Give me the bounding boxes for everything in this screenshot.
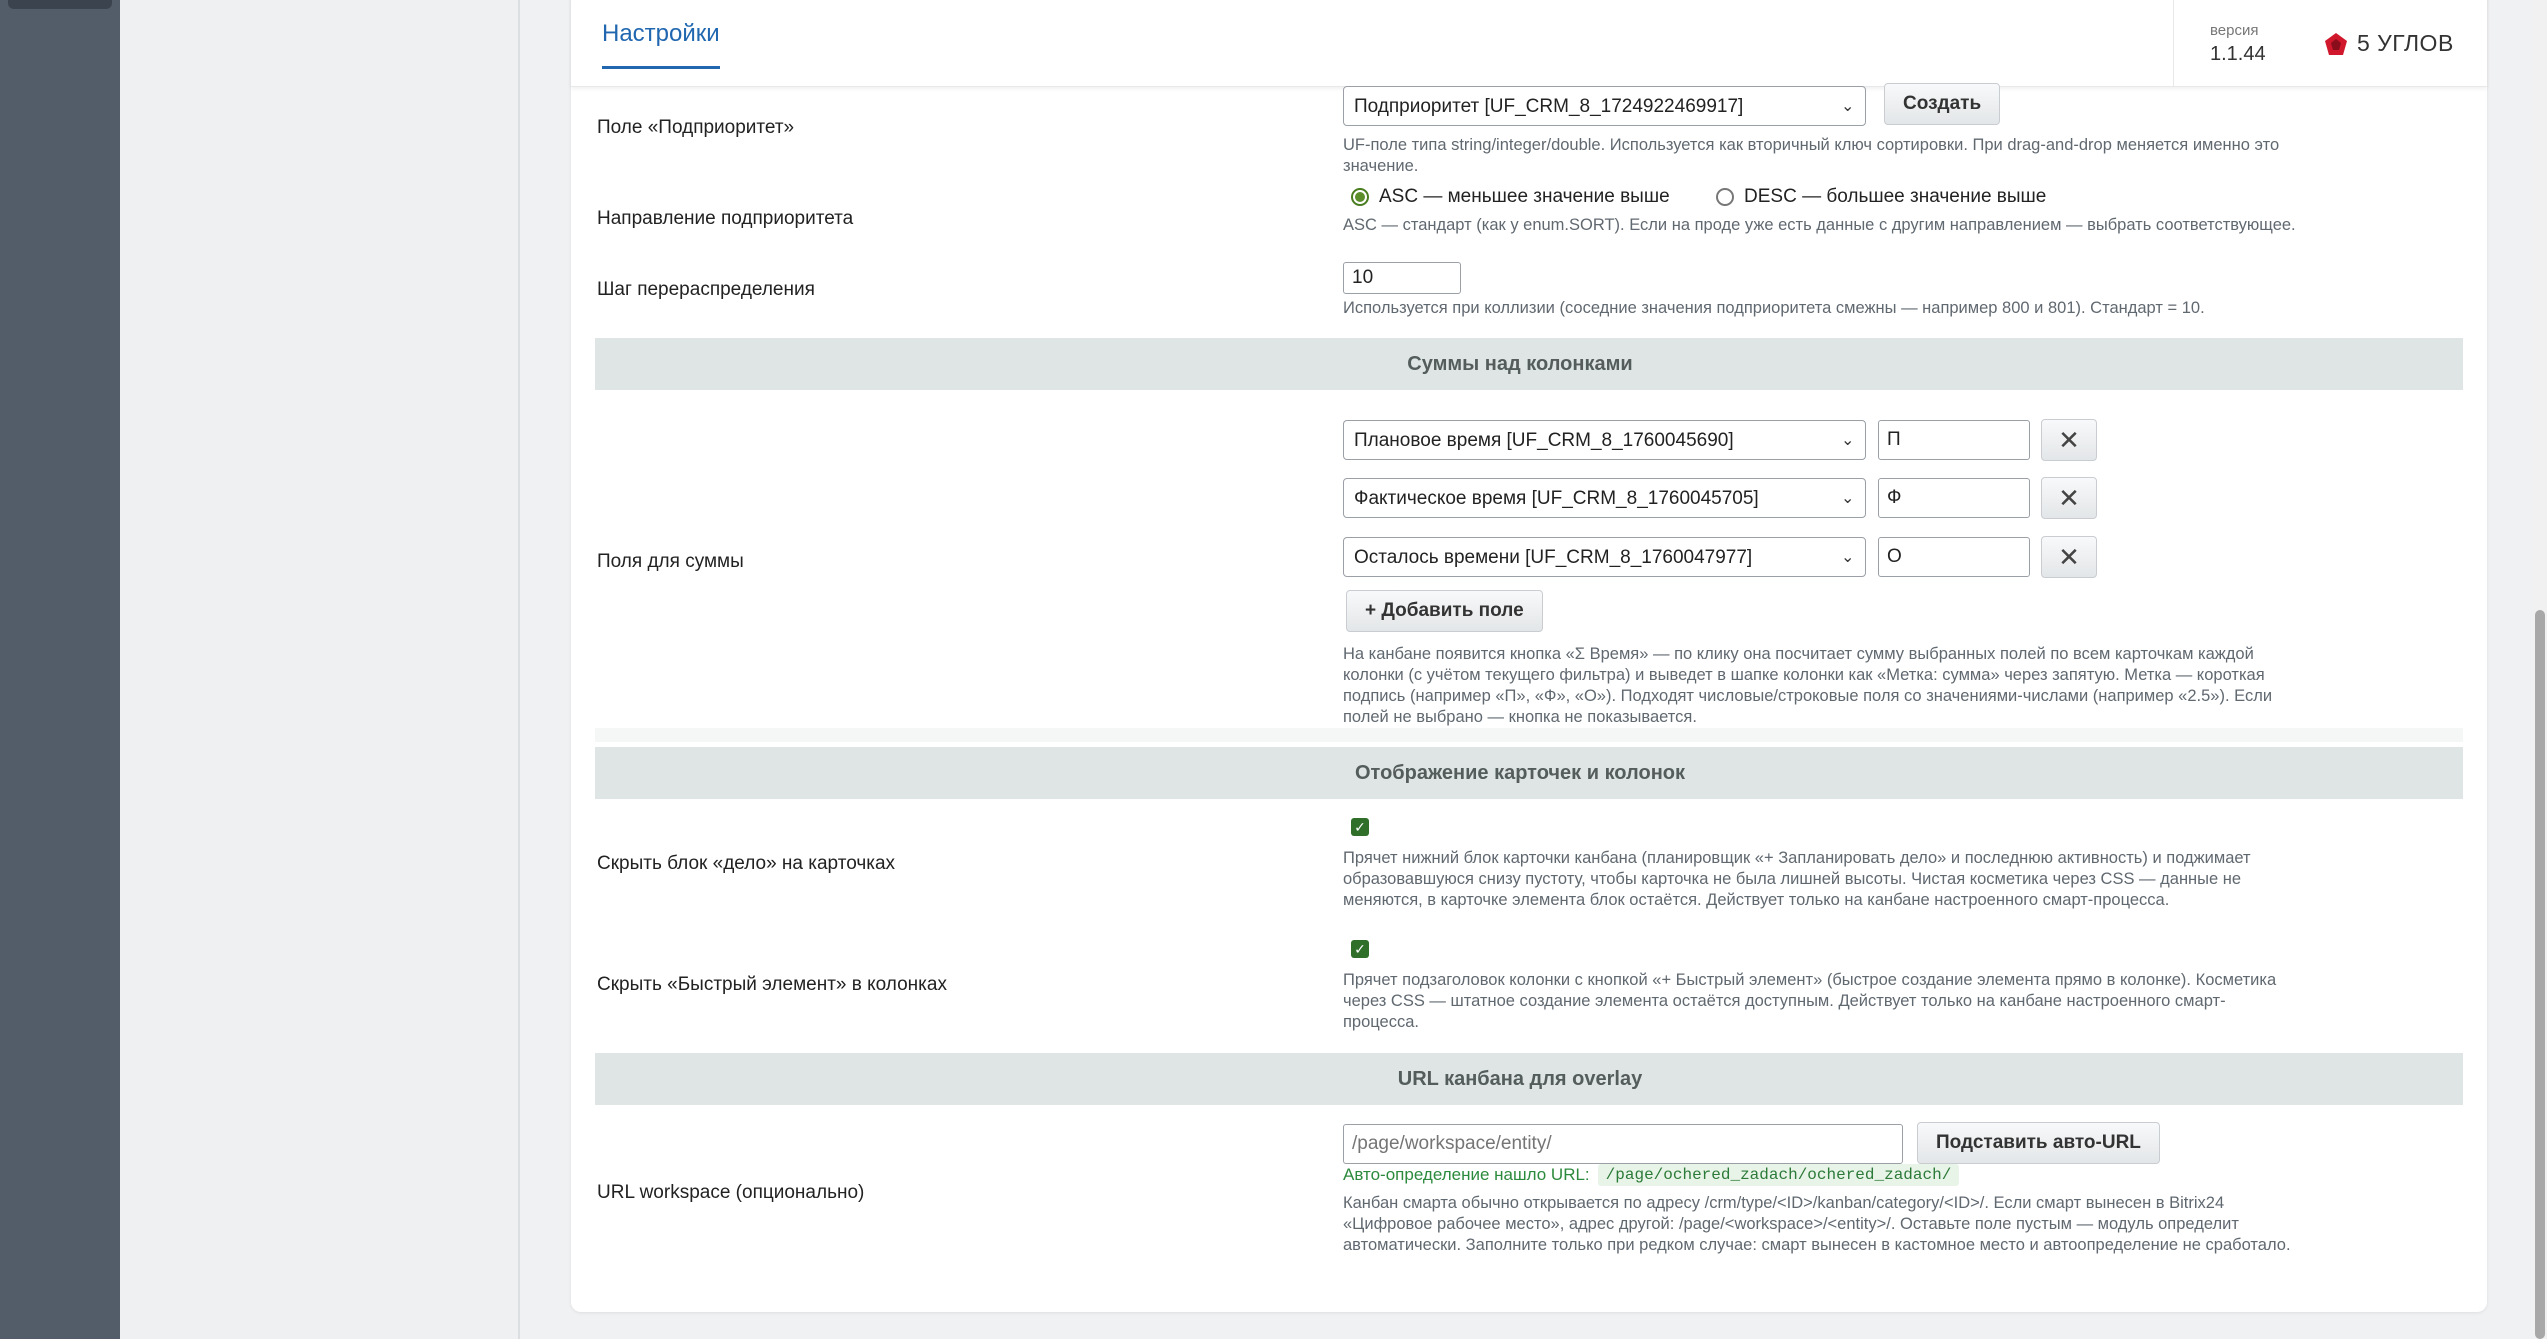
left-gutter xyxy=(120,0,520,1339)
radio-desc-label: DESC — большее значение выше xyxy=(1744,186,2047,207)
section-display xyxy=(595,747,2463,799)
hide-quick-checkbox[interactable]: ✓ xyxy=(1351,940,1369,958)
close-icon: ✕ xyxy=(2058,482,2080,513)
sum-field-select-1[interactable] xyxy=(1343,420,1866,460)
sum-fields-label: Поля для суммы xyxy=(597,551,744,572)
close-icon: ✕ xyxy=(2058,541,2080,572)
scrollbar-thumb[interactable] xyxy=(2535,610,2545,1339)
sum-field-select-2[interactable] xyxy=(1343,478,1866,518)
chevron-down-icon: ⌄ xyxy=(1841,490,1855,507)
brand-star-icon xyxy=(2323,31,2349,57)
radio-desc-indicator[interactable] xyxy=(1716,188,1734,206)
subpriority-help: UF-поле типа string/integer/double. Используется как вторичный ключ сортировки. При drag-and-drop меняется именно это значение. xyxy=(1343,136,2280,175)
chevron-down-icon: ⌄ xyxy=(1841,98,1855,115)
close-icon: ✕ xyxy=(2058,424,2080,455)
hide-quick-label: Скрыть «Быстрый элемент» в колонках xyxy=(597,974,947,995)
url-workspace-help: Канбан смарта обычно открывается по адресу /crm/type/<ID>/kanban/category/<ID>/. Если смарт вынесен в Bitrix24 «Цифровое рабочее место», адрес другой: /page/<workspace>/<entity>/. Оставьте поле пустым — модуль определит автоматически. Заполните только при редком случае: смарт вынесен в кастомное место и автоопределение не сработало. xyxy=(1343,1194,2291,1254)
remove-sum-field-button-1[interactable] xyxy=(2041,419,2097,461)
autodetect-url: /page/ochered_zadach/ochered_zadach/ xyxy=(1598,1164,1960,1186)
subpriority-select[interactable] xyxy=(1343,86,1866,126)
hide-quick-help: Прячет подзаголовок колонки с кнопкой «+ Быстрый элемент» (быстрое создание элемента прямо в колонке). Косметика через CSS — штатное создание элемента остаётся доступным. Действует только на канбане настроенного смарт-процесса. xyxy=(1343,971,2277,1031)
chevron-down-icon: ⌄ xyxy=(1841,432,1855,449)
auto-url-button[interactable]: Подставить авто-URL xyxy=(1917,1122,2160,1164)
remove-sum-field-button-2[interactable] xyxy=(2041,477,2097,519)
url-workspace-label: URL workspace (опционально) xyxy=(597,1182,865,1203)
scrollbar-track[interactable] xyxy=(2533,0,2547,1339)
remove-sum-field-button-3[interactable] xyxy=(2041,536,2097,578)
left-sidebar xyxy=(0,0,120,1339)
settings-card xyxy=(571,0,2487,1312)
hide-deal-checkbox[interactable]: ✓ xyxy=(1351,818,1369,836)
radio-asc-indicator[interactable] xyxy=(1351,188,1369,206)
section-sums-title: Суммы над колонками xyxy=(1407,352,1633,375)
radio-desc[interactable] xyxy=(1716,186,2046,208)
step-help: Используется при коллизии (соседние значения подприоритета смежны — например 800 и 801). Стандарт = 10. xyxy=(1343,299,2205,317)
section-display-title: Отображение карточек и колонок xyxy=(1354,761,1685,784)
version-value: 1.1.44 xyxy=(2210,43,2266,65)
row-separator xyxy=(595,728,2463,742)
radio-asc-label: ASC — меньшее значение выше xyxy=(1379,186,1670,207)
hide-deal-help: Прячет нижний блок карточки канбана (планировщик «+ Запланировать дело» и последнюю активность) и поджимает образовавшуюся снизу пустоту, чтобы карточка не была лишней высоты. Чистая косметика через CSS — данные не меняются, в карточке элемента блок остаётся. Действует только на канбане настроенного смарт-процесса. xyxy=(1343,849,2251,909)
sum-mark-input-1[interactable] xyxy=(1878,420,2030,460)
sum-mark-input-2[interactable] xyxy=(1878,478,2030,518)
section-url xyxy=(595,1053,2463,1105)
tab-settings[interactable]: Настройки xyxy=(602,20,720,69)
create-field-button[interactable]: Создать xyxy=(1884,83,2000,125)
section-sums xyxy=(595,338,2463,390)
direction-label: Направление подприоритета xyxy=(597,208,854,229)
sum-field-select-3[interactable] xyxy=(1343,537,1866,577)
subpriority-label: Поле «Подприоритет» xyxy=(597,117,795,138)
section-url-title: URL канбана для overlay xyxy=(1397,1067,1643,1090)
autodetect-line xyxy=(1343,1164,1959,1186)
top-bar xyxy=(571,0,2487,87)
chevron-down-icon: ⌄ xyxy=(1841,549,1855,566)
radio-asc[interactable] xyxy=(1351,186,1670,208)
version-box xyxy=(2173,0,2295,87)
url-workspace-input[interactable] xyxy=(1343,1124,1903,1164)
brand-logo xyxy=(2323,30,2454,57)
brand-name: 5 УГЛОВ xyxy=(2357,30,2454,56)
hide-deal-label: Скрыть блок «дело» на карточках xyxy=(597,853,896,874)
version-label: версия xyxy=(2210,22,2259,39)
sum-mark-input-3[interactable] xyxy=(1878,537,2030,577)
autodetect-prefix: Авто-определение нашло URL: xyxy=(1343,1165,1590,1184)
direction-help: ASC — стандарт (как у enum.SORT). Если на проде уже есть данные с другим направлением — выбрать соответствующее. xyxy=(1343,216,2296,234)
step-input[interactable] xyxy=(1343,262,1461,294)
sum-fields-help: На канбане появится кнопка «Σ Время» — по клику она посчитает сумму выбранных полей по всем карточкам каждой колонки (с учётом текущего фильтра) и выведет в шапке колонки как «Метка: сумма» через запятую. Метка — короткая подпись (например «П», «Ф», «О»). Подходят числовые/строковые поля со значениями-числами (например «2.5»). Если полей не выбрано — кнопка не показывается. xyxy=(1343,645,2273,726)
sidebar-stub xyxy=(8,0,112,9)
step-label: Шаг перераспределения xyxy=(597,279,815,300)
add-sum-field-button[interactable]: + Добавить поле xyxy=(1346,590,1543,632)
